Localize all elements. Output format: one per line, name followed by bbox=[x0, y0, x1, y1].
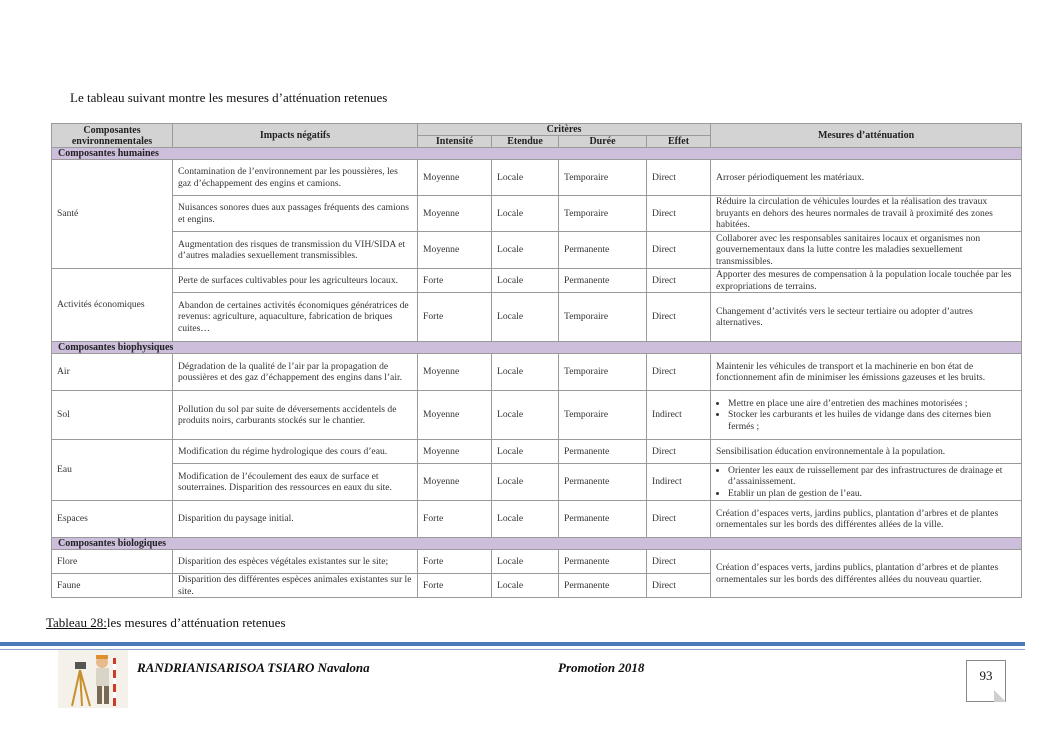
duree-cell: Temporaire bbox=[559, 160, 647, 196]
mesure-cell: Sensibilisation éducation environnementale à la population. bbox=[711, 440, 1022, 464]
footer-promotion: Promotion 2018 bbox=[558, 660, 645, 675]
intensite-cell: Forte bbox=[418, 293, 492, 342]
impact-cell: Disparition du paysage initial. bbox=[173, 501, 418, 538]
header-effet: Effet bbox=[647, 136, 711, 148]
intensite-cell: Forte bbox=[418, 501, 492, 538]
impact-cell: Dégradation de la qualité de l’air par la propagation de poussières et des gaz d’échappement des engins dans l’air. bbox=[173, 354, 418, 391]
etendue-cell: Locale bbox=[492, 232, 559, 269]
duree-cell: Permanente bbox=[559, 232, 647, 269]
mesure-cell: Changement d’activités vers le secteur tertiaire ou adopter d’autres alternatives. bbox=[711, 293, 1022, 342]
intensite-cell: Moyenne bbox=[418, 464, 492, 501]
effet-cell: Direct bbox=[647, 354, 711, 391]
duree-cell: Temporaire bbox=[559, 196, 647, 232]
duree-cell: Temporaire bbox=[559, 354, 647, 391]
effet-cell: Direct bbox=[647, 501, 711, 538]
duree-cell: Permanente bbox=[559, 440, 647, 464]
duree-cell: Permanente bbox=[559, 464, 647, 501]
header-criteres: Critères bbox=[418, 124, 711, 136]
table-row bbox=[52, 232, 1022, 269]
intensite-cell: Forte bbox=[418, 574, 492, 598]
component-espaces: Espaces bbox=[52, 501, 173, 538]
footer-author: RANDRIANISARISOA TSIARO Navalona bbox=[137, 660, 370, 675]
mesure-item: • Mettre en place une aire d’entretien des machines motorisées ; bbox=[728, 398, 1016, 410]
intensite-cell: Moyenne bbox=[418, 440, 492, 464]
section-humaines: Composantes humaines bbox=[52, 148, 1022, 160]
effet-cell: Direct bbox=[647, 440, 711, 464]
intensite-cell: Moyenne bbox=[418, 160, 492, 196]
etendue-cell: Locale bbox=[492, 354, 559, 391]
duree-cell: Permanente bbox=[559, 574, 647, 598]
table-row bbox=[52, 196, 1022, 232]
intensite-cell: Moyenne bbox=[418, 232, 492, 269]
duree-cell: Permanente bbox=[559, 269, 647, 293]
section-biophysiques: Composantes biophysiques bbox=[52, 342, 1022, 354]
component-sol: Sol bbox=[52, 391, 173, 440]
impact-cell: Contamination de l’environnement par les poussières, les gaz d’échappement des engins et camions. bbox=[173, 160, 418, 196]
effet-cell: Direct bbox=[647, 196, 711, 232]
duree-cell: Permanente bbox=[559, 550, 647, 574]
effet-cell: Direct bbox=[647, 269, 711, 293]
intensite-cell: Moyenne bbox=[418, 196, 492, 232]
mesure-cell: Création d’espaces verts, jardins publics, plantation d’arbres et de plantes ornementales sur les bords des différentes allées de la ville. bbox=[711, 501, 1022, 538]
impact-cell: Disparition des différentes espèces animales existantes sur le site. bbox=[173, 574, 418, 598]
mesure-cell: Apporter des mesures de compensation à la population locale touchée par les expropriations de terrains. bbox=[711, 269, 1022, 293]
etendue-cell: Locale bbox=[492, 574, 559, 598]
footer-rule bbox=[0, 642, 1025, 646]
mesure-item: • Stocker les carburants et les huiles de vidange dans des citernes bien fermés ; bbox=[728, 409, 1016, 432]
effet-cell: Direct bbox=[647, 550, 711, 574]
page-number-text: 93 bbox=[979, 668, 993, 683]
etendue-cell: Locale bbox=[492, 464, 559, 501]
header-intensite: Intensité bbox=[418, 136, 492, 148]
effet-cell: Indirect bbox=[647, 464, 711, 501]
table-row bbox=[52, 354, 1022, 391]
mesure-cell: Collaborer avec les responsables sanitaires locaux et organismes non gouvernementaux dans la lutte contre les maladies sexuellement transmissibles. bbox=[711, 232, 1022, 269]
section-biologiques: Composantes biologiques bbox=[52, 538, 1022, 550]
mesure-cell bbox=[711, 464, 1022, 501]
header-composantes: Composantes environnementales bbox=[52, 124, 173, 148]
effet-cell: Direct bbox=[647, 293, 711, 342]
mesure-cell bbox=[711, 391, 1022, 440]
impact-cell: Perte de surfaces cultivables pour les agriculteurs locaux. bbox=[173, 269, 418, 293]
intensite-cell: Forte bbox=[418, 550, 492, 574]
effet-cell: Direct bbox=[647, 160, 711, 196]
mesure-list bbox=[716, 465, 1016, 500]
component-activites: Activités économiques bbox=[52, 269, 173, 342]
table-row bbox=[52, 550, 1022, 574]
component-air: Air bbox=[52, 354, 173, 391]
mesure-item: • Etablir un plan de gestion de l’eau. bbox=[728, 488, 1016, 500]
intro-text: Le tableau suivant montre les mesures d’atténuation retenues bbox=[70, 90, 388, 105]
component-eau: Eau bbox=[52, 440, 173, 501]
table-row bbox=[52, 269, 1022, 293]
table-row bbox=[52, 501, 1022, 538]
intensite-cell: Forte bbox=[418, 269, 492, 293]
table-row bbox=[52, 160, 1022, 196]
impact-cell: Modification de l’écoulement des eaux de surface et souterraines. Disparition des ressources en eaux du site. bbox=[173, 464, 418, 501]
table-row bbox=[52, 464, 1022, 501]
etendue-cell: Locale bbox=[492, 550, 559, 574]
table-row bbox=[52, 391, 1022, 440]
impact-cell: Pollution du sol par suite de déversements accidentels de produits noirs, carburants stockés sur le chantier. bbox=[173, 391, 418, 440]
caption-text: les mesures d’atténuation retenues bbox=[106, 615, 286, 630]
mesure-cell: Création d’espaces verts, jardins publics, plantation d’arbres et de plantes ornementales sur les bords des différentes allées du nouveau quartier. bbox=[711, 550, 1022, 598]
mesure-list bbox=[716, 398, 1016, 433]
component-sante: Santé bbox=[52, 160, 173, 269]
page-fold-icon bbox=[994, 690, 1006, 702]
caption-label: Tableau 28: bbox=[46, 615, 107, 630]
etendue-cell: Locale bbox=[492, 293, 559, 342]
table-row bbox=[52, 440, 1022, 464]
impact-cell: Abandon de certaines activités économiques génératrices de revenus: agriculture, aquaculture, fabrication de briques cuites… bbox=[173, 293, 418, 342]
etendue-cell: Locale bbox=[492, 269, 559, 293]
impact-cell: Modification du régime hydrologique des cours d’eau. bbox=[173, 440, 418, 464]
duree-cell: Temporaire bbox=[559, 293, 647, 342]
mesure-cell: Arroser périodiquement les matériaux. bbox=[711, 160, 1022, 196]
header-impacts: Impacts négatifs bbox=[173, 124, 418, 148]
table-caption bbox=[46, 615, 286, 631]
impact-cell: Nuisances sonores dues aux passages fréquents des camions et engins. bbox=[173, 196, 418, 232]
duree-cell: Permanente bbox=[559, 501, 647, 538]
header-mesures: Mesures d’atténuation bbox=[711, 124, 1022, 148]
mesure-item: • Orienter les eaux de ruissellement par des infrastructures de drainage et d’assainissement. bbox=[728, 465, 1016, 488]
table-row bbox=[52, 293, 1022, 342]
component-flore: Flore bbox=[52, 550, 173, 574]
component-faune: Faune bbox=[52, 574, 173, 598]
effet-cell: Direct bbox=[647, 232, 711, 269]
effet-cell: Indirect bbox=[647, 391, 711, 440]
effet-cell: Direct bbox=[647, 574, 711, 598]
intensite-cell: Moyenne bbox=[418, 391, 492, 440]
impact-cell: Augmentation des risques de transmission du VIH/SIDA et d’autres maladies sexuellement transmissibles. bbox=[173, 232, 418, 269]
etendue-cell: Locale bbox=[492, 501, 559, 538]
header-etendue: Etendue bbox=[492, 136, 559, 148]
footer-rule-thin bbox=[0, 649, 1025, 650]
intensite-cell: Moyenne bbox=[418, 354, 492, 391]
mesure-cell: Réduire la circulation de véhicules lourdes et la réalisation des travaux bruyants en dehors des heures normales de travail à proximité des zones habitées. bbox=[711, 196, 1022, 232]
etendue-cell: Locale bbox=[492, 160, 559, 196]
etendue-cell: Locale bbox=[492, 196, 559, 232]
header-duree: Durée bbox=[559, 136, 647, 148]
mitigation-table bbox=[51, 123, 1022, 598]
etendue-cell: Locale bbox=[492, 391, 559, 440]
mesure-cell: Maintenir les véhicules de transport et la machinerie en bon état de fonctionnement afin de minimiser les émissions gazeuses et les bruits. bbox=[711, 354, 1022, 391]
duree-cell: Temporaire bbox=[559, 391, 647, 440]
impact-cell: Disparition des espèces végétales existantes sur le site; bbox=[173, 550, 418, 574]
etendue-cell: Locale bbox=[492, 440, 559, 464]
surveyor-logo-icon bbox=[58, 650, 128, 708]
page-number bbox=[966, 660, 1006, 702]
